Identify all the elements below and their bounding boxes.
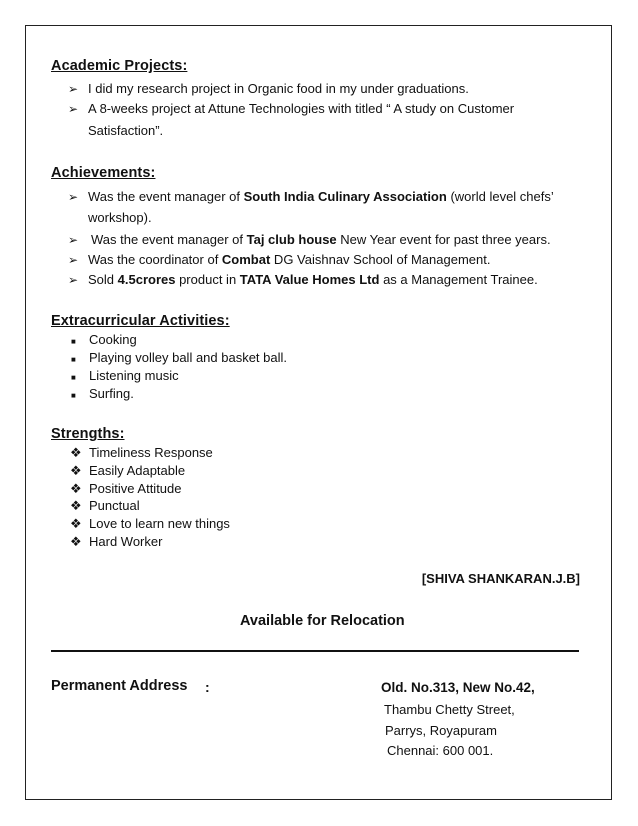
extracurricular-item: Cooking: [89, 332, 137, 347]
diamond-bullet-icon: ❖: [70, 498, 82, 513]
square-bullet-icon: ■: [71, 373, 76, 382]
address-line: Thambu Chetty Street,: [384, 702, 515, 717]
extracurricular-item: Playing volley ball and basket ball.: [89, 350, 288, 365]
relocation-statement: Available for Relocation: [240, 613, 405, 629]
extracurricular-item: Surfing.: [89, 386, 134, 401]
achievement-item: Was the coordinator of Combat DG Vaishnav School of Management.: [88, 252, 491, 267]
strength-item: Positive Attitude: [89, 481, 182, 496]
achievement-item-continuation: workshop).: [88, 210, 152, 225]
achievement-item: Sold 4.5crores product in TATA Value Homes Ltd as a Management Trainee.: [88, 272, 538, 287]
address-line: Old. No.313, New No.42,: [381, 680, 535, 695]
address-line: Chennai: 600 001.: [387, 743, 494, 758]
extracurricular-heading: Extracurricular Activities:: [51, 313, 230, 329]
arrow-bullet-icon: ➢: [68, 82, 79, 96]
square-bullet-icon: ■: [71, 355, 76, 364]
square-bullet-icon: ■: [71, 391, 76, 400]
arrow-bullet-icon: ➢: [68, 253, 79, 267]
signature-name: [SHIVA SHANKARAN.J.B]: [421, 571, 580, 586]
diamond-bullet-icon: ❖: [70, 445, 82, 460]
permanent-address-label: Permanent Address: [51, 678, 188, 694]
horizontal-divider: [51, 650, 579, 652]
diamond-bullet-icon: ❖: [70, 481, 82, 496]
academic-item: A 8-weeks project at Attune Technologies with titled “ A study on Customer: [88, 101, 515, 116]
arrow-bullet-icon: ➢: [68, 190, 79, 204]
arrow-bullet-icon: ➢: [68, 273, 79, 287]
achievements-heading: Achievements:: [51, 165, 156, 181]
diamond-bullet-icon: ❖: [70, 516, 82, 531]
arrow-bullet-icon: ➢: [68, 102, 79, 116]
academic-item: I did my research project in Organic food in my under graduations.: [88, 81, 469, 96]
achievement-item: Was the event manager of South India Culinary Association (world level chefs’: [88, 189, 554, 204]
square-bullet-icon: ■: [71, 337, 76, 346]
achievement-item: Was the event manager of Taj club house New Year event for past three years.: [91, 232, 551, 247]
strengths-heading: Strengths:: [51, 426, 125, 442]
academic-projects-heading: Academic Projects:: [51, 58, 188, 74]
diamond-bullet-icon: ❖: [70, 463, 82, 478]
strength-item: Hard Worker: [89, 534, 163, 549]
extracurricular-item: Listening music: [89, 368, 179, 383]
arrow-bullet-icon: ➢: [68, 233, 79, 247]
diamond-bullet-icon: ❖: [70, 534, 82, 549]
strength-item: Love to learn new things: [89, 516, 230, 531]
address-line: Parrys, Royapuram: [385, 723, 497, 738]
strength-item: Timeliness Response: [89, 445, 213, 460]
address-colon: :: [205, 679, 210, 695]
strength-item: Easily Adaptable: [89, 463, 186, 478]
strength-item: Punctual: [89, 498, 140, 513]
academic-item-continuation: Satisfaction”.: [88, 123, 164, 138]
